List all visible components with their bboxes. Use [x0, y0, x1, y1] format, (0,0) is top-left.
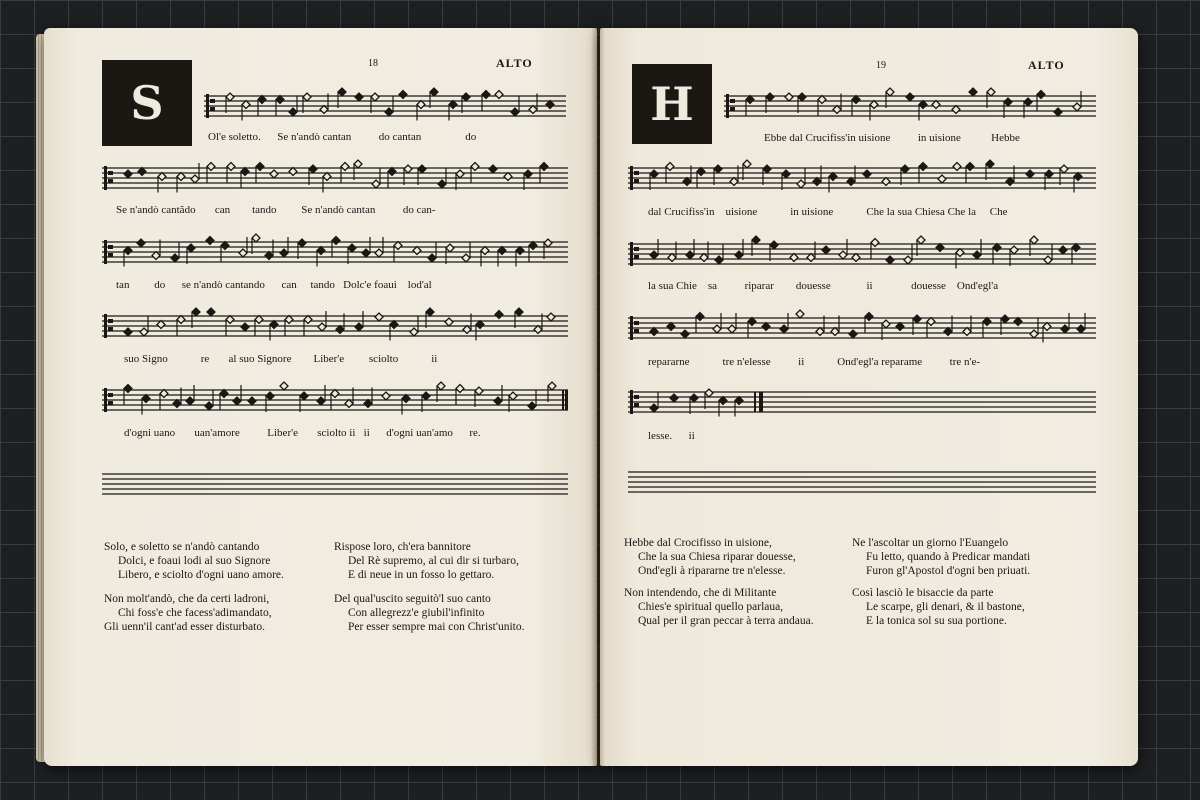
- music-staff: [628, 226, 1096, 276]
- lyric-line: Se n'andò cantãdo can tando Se n'andò cantan do can-: [116, 204, 436, 216]
- folio-number: 18: [368, 58, 378, 69]
- lyric-line: la sua Chie sa riparar douesse ii douesse Ond'egl'a: [648, 280, 999, 292]
- lyric-line: tan do se n'andò cantando can tando Dolc'e foaui lod'al: [116, 279, 432, 291]
- empty-staff: [628, 454, 1096, 504]
- verse-stanza: Rispose loro, ch'era bannitore Del Rè supremo, al cui dir si turbaro, E di neue in un fosso lo gettaro.: [334, 541, 519, 581]
- empty-staff: [102, 456, 568, 506]
- lyric-line: d'ogni uano uan'amore Liber'e sciolto ii ii d'ogni uan'amo re.: [124, 427, 481, 439]
- book-gutter: [591, 28, 605, 766]
- lyric-line: Ol'e soletto. Se n'andò cantan do cantan do: [208, 131, 477, 143]
- music-staff: [724, 78, 1096, 128]
- music-staff: [102, 224, 568, 274]
- music-staff: [102, 150, 568, 200]
- music-staff: [204, 78, 566, 128]
- verse-stanza: Ne l'ascoltar un giorno l'Euangelo Fu letto, quando à Predicar mandati Furon gl'Apostol d'ogni ben priuati.: [852, 537, 1031, 577]
- lyric-line: dal Crucifiss'in uisione in uisione Che la sua Chiesa Che la Che: [648, 206, 1008, 218]
- music-staff: [628, 150, 1096, 200]
- lyric-line: Ebbe dal Crucifiss'in uisione in uisione Hebbe: [764, 132, 1020, 144]
- music-staff: [628, 300, 1096, 350]
- verse-stanza: Così lasciò le bisaccie da parte Le scarpe, gli denari, & il bastone, E la tonica sol su sua portione.: [852, 587, 1025, 627]
- voice-label: ALTO: [1028, 58, 1065, 72]
- decorated-initial: H: [632, 64, 712, 144]
- lyric-line: suo Signo re al suo Signore Liber'e sciolto ii: [124, 353, 438, 365]
- left-page: [44, 28, 597, 766]
- lyric-line: repararne tre n'elesse ii Ond'egl'a reparame tre n'e-: [648, 356, 981, 368]
- verse-stanza: Del qual'uscito seguitò'l suo canto Con allegrezz'e giubil'infinito Per esser sempre mai con Christ'unito.: [334, 593, 525, 633]
- verse-stanza: Solo, e soletto se n'andò cantando Dolci, e foaui lodi al suo Signore Libero, e sciolto d'ogni uano amore.: [104, 541, 284, 581]
- music-staff: [102, 298, 568, 348]
- verse-stanza: Non intendendo, che di Militante Chies'e spiritual quello parlaua, Qual per il gran peccar à terra andaua.: [624, 587, 814, 627]
- voice-label: ALTO: [496, 56, 533, 70]
- right-page: [600, 28, 1138, 766]
- verse-stanza: Non molt'andò, che da certi ladroni, Chi foss'e che facess'adimandato, Gli uenn'il cant'ad esser disturbato.: [104, 593, 272, 633]
- verse-stanza: Hebbe dal Crocifisso in uisione, Che la sua Chiesa riparar douesse, Ond'egli à ripararne tre n'elesse.: [624, 537, 796, 577]
- music-staff: [628, 374, 1096, 424]
- decorated-initial: S: [102, 60, 192, 146]
- folio-number: 19: [876, 60, 886, 71]
- music-staff: [102, 372, 568, 422]
- lyric-line: lesse. ii: [648, 430, 695, 442]
